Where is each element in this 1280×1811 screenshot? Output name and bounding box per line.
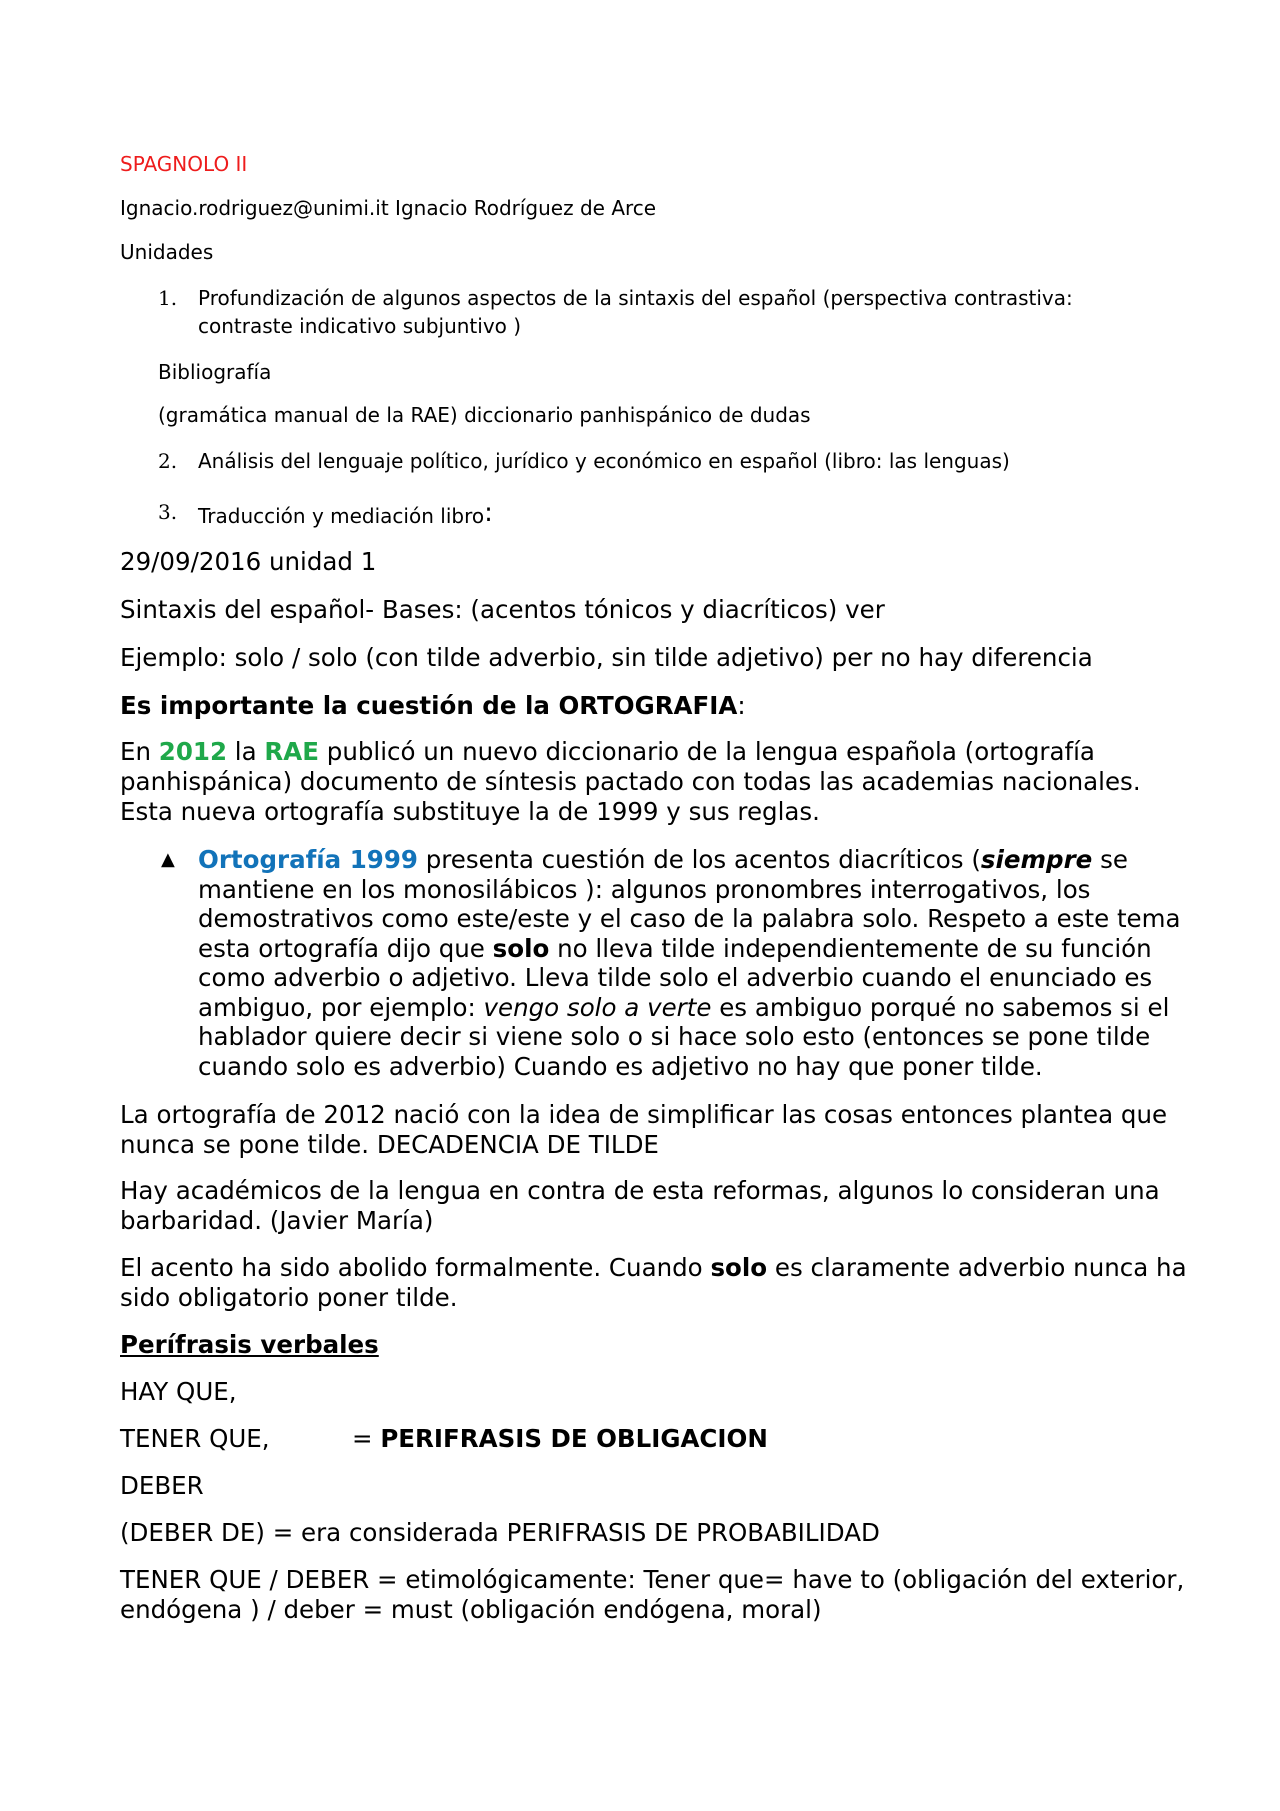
year-2012: 2012 [158, 737, 227, 766]
unit-2-text: Análisis del lenguaje político, jurídico y económico en español (libro: las lenguas) [198, 449, 1010, 473]
acento-line-1 [120, 1253, 1187, 1282]
acento-solo: solo [710, 1253, 768, 1282]
tener-deber-line-2: endógena ) / deber = must (obligación endógena, moral) [120, 1595, 822, 1624]
rae-paragraph-line-3: Esta nueva ortografía substituye la de 1999 y sus reglas. [120, 797, 820, 826]
importante-heading [120, 691, 746, 720]
unit-3-colon: : [484, 498, 493, 528]
ortografia-1999: Ortografía 1999 [198, 845, 418, 874]
contact-line: Ignacio.rodriguez@unimi.it Ignacio Rodríguez de Arce [120, 196, 657, 220]
rae-paragraph-line-2: panhispánica) documento de síntesis pactado con todas las academias nacionales. [120, 767, 1141, 796]
bullet-line-3: demostrativos como este/este y el caso de la palabra solo. Respeto a este tema [198, 904, 1181, 933]
vengo-example: vengo solo a verte [483, 993, 712, 1022]
acento-line-1-b: es claramente adverbio nunca ha [767, 1253, 1187, 1282]
ortografia-2012-line-1: La ortografía de 2012 nació con la idea de simplificar las cosas entonces plantea que [120, 1100, 1168, 1129]
bullet-line-2: mantiene en los monosilábicos ): algunos pronombres interrogativos, los [198, 875, 1091, 904]
unit-3-label: Traducción y mediación libro [198, 504, 485, 528]
hay-que-line: HAY QUE, [120, 1377, 237, 1406]
unit-3-text [198, 500, 493, 530]
rae-word: RAE [264, 737, 319, 766]
bibliografia-label: Bibliografía [158, 360, 272, 384]
bullet-line-7: hablador quiere decir si viene solo o si hace solo esto (entonces se pone tilde [198, 1022, 1151, 1051]
bullet-line-4 [198, 934, 1152, 963]
bullet-line-4-b: no lleva tilde independientemente de su función [549, 934, 1152, 963]
bullet-line-6-b: es ambiguo porqué no sabemos si el [711, 993, 1170, 1022]
acento-line-2: sido obligatorio poner tilde. [120, 1283, 458, 1312]
unit-3-number: 3. [158, 500, 178, 524]
solo-bold: solo [492, 934, 550, 963]
bullet-line-6 [198, 993, 1169, 1022]
bibliografia-text: (gramática manual de la RAE) diccionario panhispánico de dudas [158, 403, 811, 427]
unit-2-number: 2. [158, 449, 178, 473]
ortografia-2012-line-2: nunca se pone tilde. DECADENCIA DE TILDE [120, 1130, 659, 1159]
bullet-line-1 [198, 845, 1128, 874]
bullet-line-1-b: se [1092, 845, 1128, 874]
bullet-line-1-a: presenta cuestión de los acentos diacríticos ( [417, 845, 981, 874]
la-word: la [227, 737, 265, 766]
bullet-triangle-icon: ▲ [161, 849, 175, 870]
deber-line: DEBER [120, 1471, 204, 1500]
date-line: 29/09/2016 unidad 1 [120, 547, 377, 576]
importante-bold: Es importante la cuestión de la ORTOGRAFIA [120, 691, 738, 720]
rae-paragraph-rest: publicó un nuevo diccionario de la lengua española (ortografía [318, 737, 1095, 766]
academicos-line-1: Hay académicos de la lengua en contra de esta reformas, algunos lo consideran una [120, 1176, 1160, 1205]
bullet-line-8: cuando solo es adverbio) Cuando es adjetivo no hay que poner tilde. [198, 1052, 1043, 1081]
importante-colon: : [737, 691, 746, 720]
tener-que-label: TENER QUE, [120, 1424, 270, 1453]
bullet-line-5: como adverbio o adjetivo. Lleva tilde solo el adverbio cuando el enunciado es [198, 963, 1153, 992]
sintaxis-line: Sintaxis del español- Bases: (acentos tónicos y diacríticos) ver [120, 595, 885, 624]
en-prefix: En [120, 737, 159, 766]
perifrasis-obligacion-label: PERIFRASIS DE OBLIGACION [380, 1424, 768, 1453]
deber-de-line: (DEBER DE) = era considerada PERIFRASIS DE PROBABILIDAD [120, 1518, 880, 1547]
perifrasis-obligacion [352, 1424, 768, 1453]
perifrasis-heading: Perífrasis verbales [120, 1330, 379, 1359]
academicos-line-2: barbaridad. (Javier María) [120, 1206, 434, 1235]
unidades-label: Unidades [120, 240, 214, 264]
tener-deber-line-1: TENER QUE / DEBER = etimológicamente: Tener que= have to (obligación del exterior, [120, 1565, 1185, 1594]
acento-line-1-a: El acento ha sido abolido formalmente. Cuando [120, 1253, 711, 1282]
unit-1-number: 1. [158, 286, 178, 310]
bullet-line-4-a: esta ortografía dijo que [198, 934, 493, 963]
bullet-line-6-a: ambiguo, por ejemplo: [198, 993, 484, 1022]
ejemplo-line: Ejemplo: solo / solo (con tilde adverbio, sin tilde adjetivo) per no hay diferencia [120, 643, 1093, 672]
course-title: SPAGNOLO II [120, 152, 248, 176]
unit-1-line-2: contraste indicativo subjuntivo ) [198, 314, 522, 338]
equals-sign: = [352, 1424, 381, 1453]
rae-paragraph-line-1 [120, 737, 1095, 766]
unit-1-line-1: Profundización de algunos aspectos de la sintaxis del español (perspectiva contrastiva: [198, 286, 1073, 310]
siempre-word: siempre [980, 845, 1093, 874]
